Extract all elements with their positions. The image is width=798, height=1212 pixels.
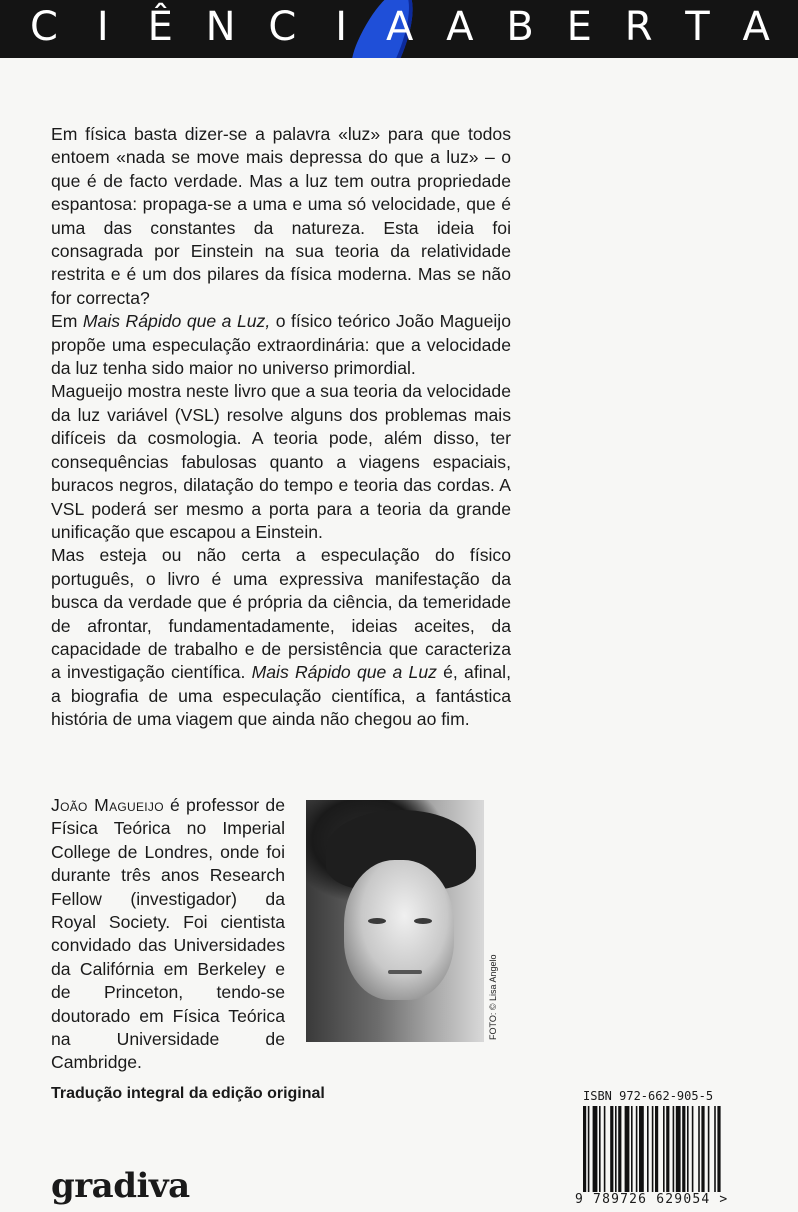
barcode-bar [666,1106,669,1192]
series-letter: C [30,4,58,50]
author-bio-text: é professor de Física Teórica no Imperial College de Londres, onde foi durante três anos Research Fellow (investigador) da Royal Society. Foi cientista convidado das Universidades da Califórnia em Berkeley e de Princeton, tendo-se doutorado em Física Teórica na Universidade de Cambridge. [51,795,286,1073]
text-run: é, afinal, a biografia de uma especulação científica, a fantástica história de uma viagem que ainda não chegou ao fim. [51,662,511,730]
book-title: Mais Rápido que a Luz [251,662,437,683]
blurb-paragraph: Magueijo mostra neste livro que a sua teoria da velocidade da luz variável (VSL) resolve alguns dos problemas mais difíceis da cosmologia. A teoria pode, além disso, ter consequências fabulosas quanto a viagens espaciais, buracos negros, dilatação do tempo e teoria das cordas. A VSL poderá ser mesmo a porta para a teoria da grande unificação que escapou a Einstein. [51,381,511,542]
barcode-bar [647,1106,649,1192]
barcode-bar [615,1106,617,1192]
blurb-paragraph [51,544,511,731]
photo-credit: FOTO: © Lisa Angelo [488,954,498,1040]
translation-note: Tradução integral da edição original [51,1085,325,1102]
book-title: Mais Rápido que a Luz, [82,311,271,332]
series-letter: Ê [147,4,173,50]
barcode-bar [652,1106,654,1192]
barcode-bar [708,1106,710,1192]
series-letter: E [566,4,592,50]
barcode-bar [676,1106,681,1192]
barcode-bar [698,1106,700,1192]
barcode-bar [692,1106,694,1192]
series-banner [0,0,798,58]
series-letter: N [205,4,236,50]
series-letter: A [385,4,414,50]
series-letter: A [742,4,770,50]
blurb-paragraph: Em física basta dizer-se a palavra «luz» para que todos entoem «nada se move mais depressa do que a luz» – o que é de facto verdade. Mas a luz tem outra propriedade espantosa: propaga-se a uma e uma só velocidade, que é uma das constantes da natureza. Esta ideia foi consagrada por Einstein na sua teoria da relatividade restrita e é um dos pilares da física moderna. Mas se não for correcta? [51,124,511,308]
publisher-logo: gradiva [51,1166,190,1206]
barcode-bar [618,1106,621,1192]
blurb [51,123,511,732]
barcode-bar [663,1106,665,1192]
barcode-bar [682,1106,685,1192]
series-letter: I [335,4,348,50]
isbn-label: ISBN 972-662-905-5 [583,1089,714,1103]
author-bio [51,794,285,1075]
barcode-bar [583,1106,586,1192]
barcode-bar [636,1106,638,1192]
barcode-bar [714,1106,716,1192]
barcode [583,1106,769,1192]
barcode-bar [631,1106,633,1192]
series-letter: T [685,4,710,50]
series-letter: C [268,4,297,50]
series-title [30,5,770,49]
barcode-bar [599,1106,601,1192]
barcode-bar [593,1106,598,1192]
barcode-bar [655,1106,658,1192]
series-letter: R [624,4,653,50]
photo-face [344,860,454,1000]
barcode-bar [604,1106,606,1192]
author-photo [306,800,484,1042]
barcode-bar [717,1106,720,1192]
photo-mouth [388,970,422,974]
blurb-paragraph [51,310,511,380]
text-run: o físico teórico João Magueijo propõe uma especulação extraordinária: que a velocidade da luz tenha sido maior no universo primordial. [51,311,511,379]
barcode-bar [625,1106,630,1192]
barcode-bar [701,1106,704,1192]
series-letter: B [506,4,534,50]
series-letter: I [96,4,109,50]
text-run: Mas esteja ou não certa a especulação do físico português, o livro é uma expressiva manifestação da busca da verdade que é própria da ciência, da temeridade de afrontar, fundamentadamente, ideias aceites, da capacidade de trabalho e de persistência que caracteriza a investigação científica. [51,545,511,683]
barcode-bar [639,1106,644,1192]
photo-eye [368,918,386,924]
barcode-bar [687,1106,689,1192]
barcode-bar [673,1106,675,1192]
barcode-bar [588,1106,590,1192]
text-run: Em [51,311,83,332]
author-name: João Magueijo [51,795,164,815]
barcode-bar [610,1106,613,1192]
series-letter: A [446,4,474,50]
ean-number: 9 789726 629054 > [575,1192,729,1207]
photo-eye [414,918,432,924]
